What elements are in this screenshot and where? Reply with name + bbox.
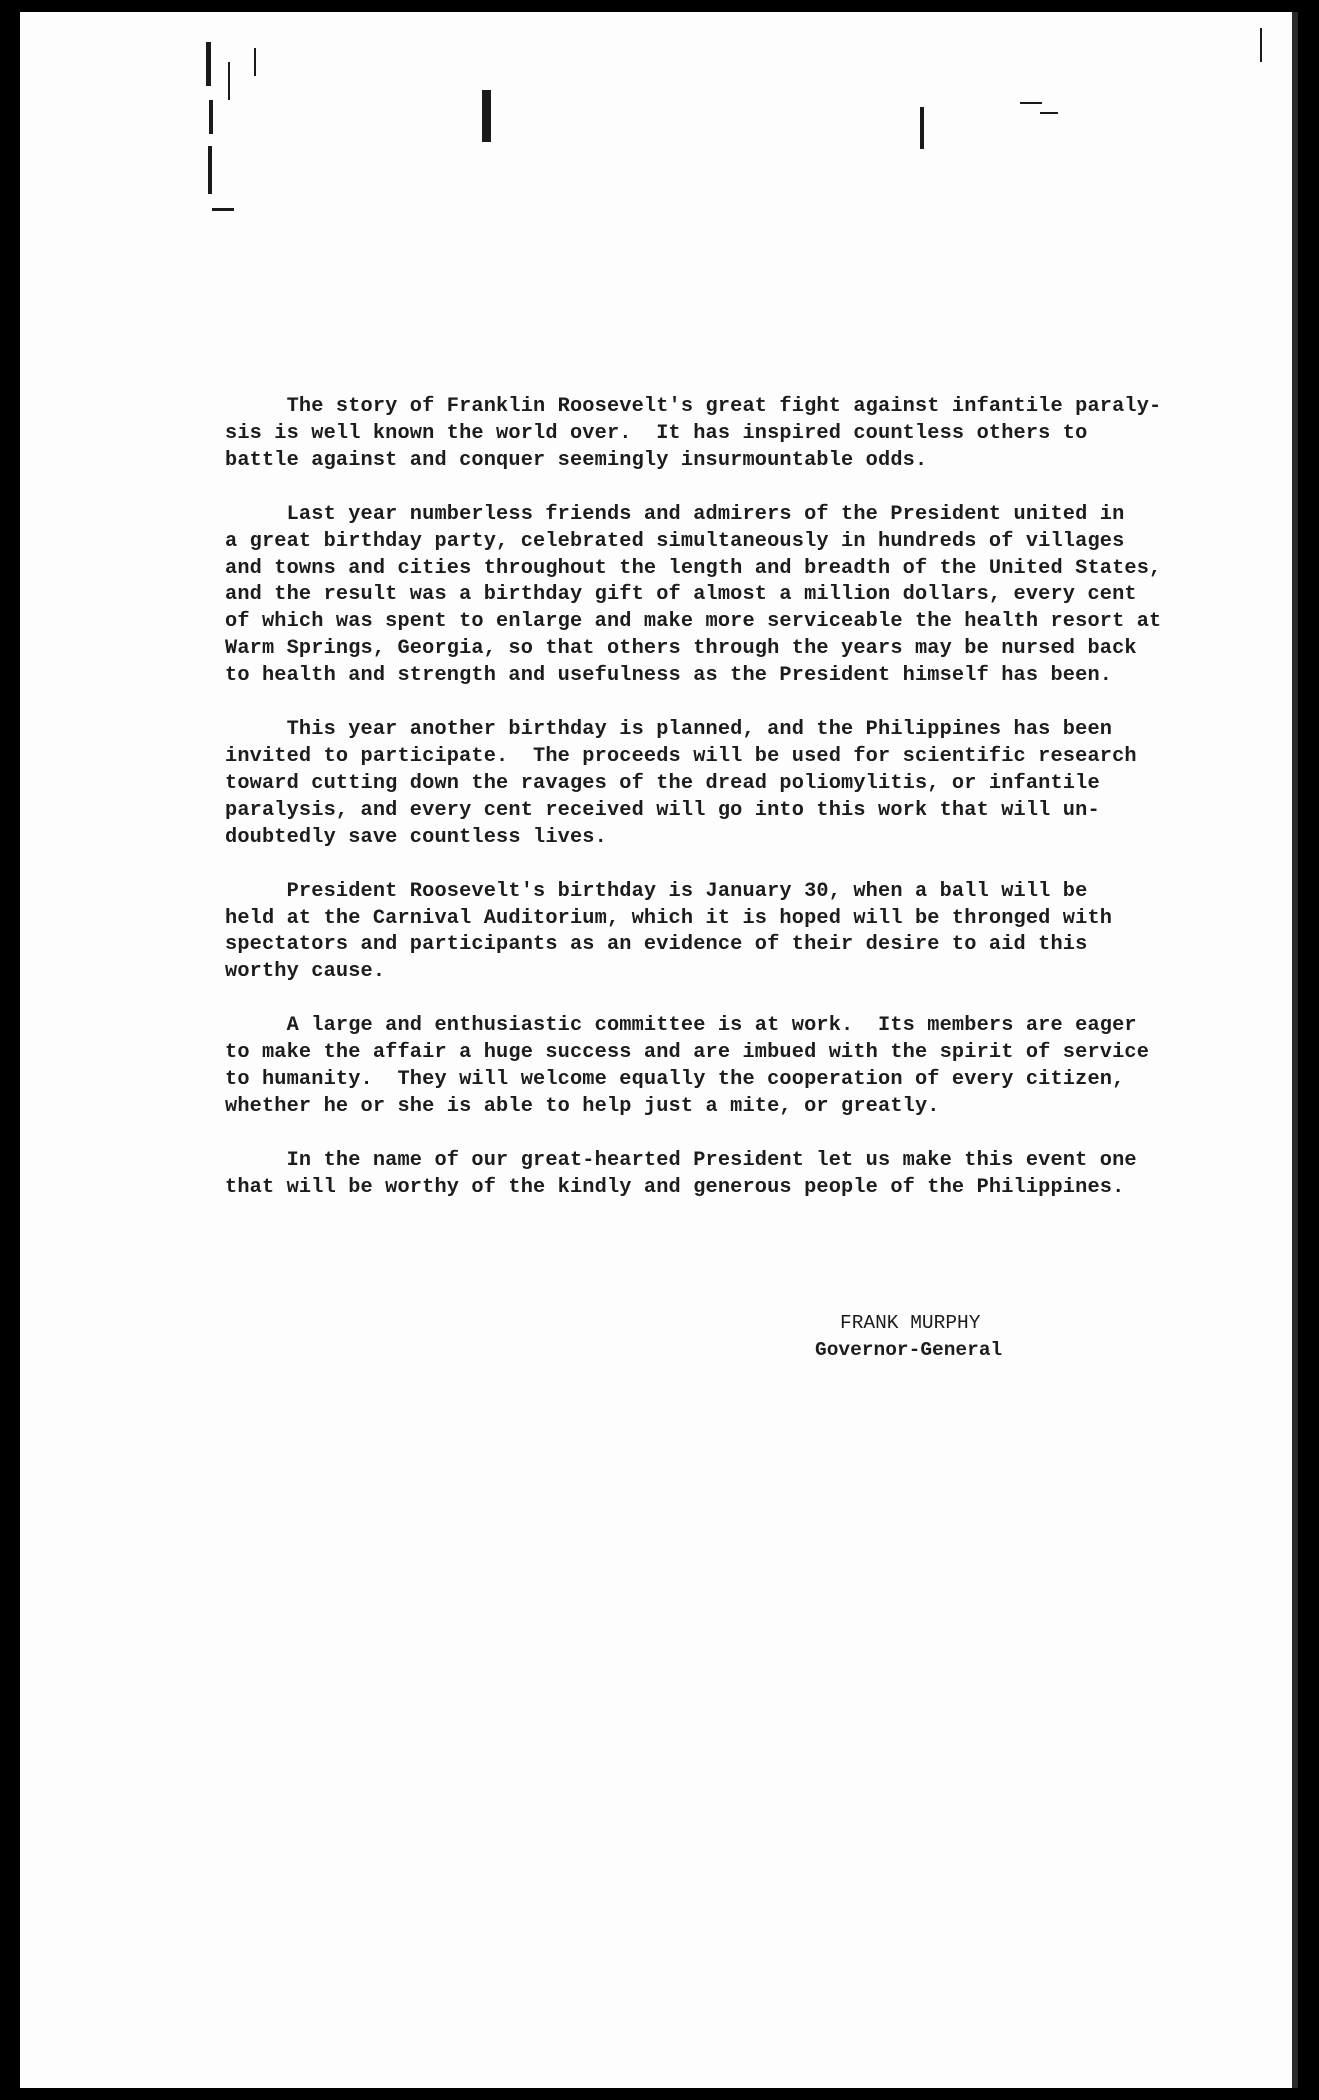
signature-block bbox=[815, 1310, 1002, 1364]
text-line: Warm Springs, Georgia, so that others through the years may be nursed back bbox=[225, 637, 1137, 661]
text-line: invited to participate. The proceeds will be used for scientific research bbox=[225, 744, 1137, 768]
text-line: Last year numberless friends and admirers of the President united in bbox=[225, 502, 1125, 526]
scan-mark bbox=[482, 90, 491, 142]
text-line: paralysis, and every cent received will go into this work that will un- bbox=[225, 798, 1100, 822]
document-page bbox=[20, 12, 1298, 2088]
text-line: President Roosevelt's birthday is January 30, when a ball will be bbox=[225, 879, 1088, 903]
text-line: that will be worthy of the kindly and generous people of the Philippines. bbox=[225, 1175, 1125, 1199]
text-line: a great birthday party, celebrated simultaneously in hundreds of villages bbox=[225, 529, 1125, 553]
paragraph bbox=[225, 394, 1255, 475]
scan-mark bbox=[254, 48, 256, 76]
text-line: and the result was a birthday gift of almost a million dollars, every cent bbox=[225, 583, 1137, 607]
scan-mark bbox=[920, 107, 924, 149]
text-line: battle against and conquer seemingly insurmountable odds. bbox=[225, 448, 928, 472]
text-line: worthy cause. bbox=[225, 960, 386, 984]
text-line: whether he or she is able to help just a mite, or greatly. bbox=[225, 1094, 940, 1118]
text-line: and towns and cities throughout the length and breadth of the United States, bbox=[225, 556, 1162, 580]
text-line: This year another birthday is planned, and the Philippines has been bbox=[225, 718, 1113, 742]
text-line: sis is well known the world over. It has inspired countless others to bbox=[225, 421, 1088, 445]
paragraph bbox=[225, 1013, 1255, 1121]
letter-body bbox=[225, 394, 1255, 1229]
scan-mark bbox=[212, 208, 234, 211]
text-line: to make the affair a huge success and are imbued with the spirit of service bbox=[225, 1041, 1150, 1065]
scan-mark bbox=[1020, 102, 1042, 104]
signatory-title: Governor-General bbox=[815, 1339, 1003, 1361]
scan-mark bbox=[206, 42, 211, 86]
paragraph bbox=[225, 502, 1255, 690]
text-line: The story of Franklin Roosevelt's great fight against infantile paraly- bbox=[225, 395, 1162, 418]
text-line: doubtedly save countless lives. bbox=[225, 825, 607, 849]
text-line: to health and strength and usefulness as the President himself has been. bbox=[225, 664, 1113, 688]
text-line: In the name of our great-hearted President let us make this event one bbox=[225, 1148, 1137, 1172]
paragraph bbox=[225, 879, 1255, 987]
scan-mark bbox=[1040, 112, 1058, 114]
text-line: held at the Carnival Auditorium, which it is hoped will be thronged with bbox=[225, 906, 1113, 930]
signatory-name: FRANK MURPHY bbox=[840, 1312, 981, 1334]
text-line: A large and enthusiastic committee is at work. Its members are eager bbox=[225, 1014, 1137, 1038]
scan-mark bbox=[209, 100, 213, 134]
scan-mark bbox=[208, 146, 212, 194]
scan-mark bbox=[1260, 28, 1262, 62]
text-line: of which was spent to enlarge and make more serviceable the health resort at bbox=[225, 610, 1162, 634]
scan-mark bbox=[228, 62, 230, 100]
paragraph bbox=[225, 1148, 1255, 1202]
paragraph bbox=[225, 717, 1255, 852]
text-line: spectators and participants as an evidence of their desire to aid this bbox=[225, 933, 1088, 957]
text-line: to humanity. They will welcome equally the cooperation of every citizen, bbox=[225, 1068, 1125, 1092]
text-line: toward cutting down the ravages of the dread poliomylitis, or infantile bbox=[225, 771, 1100, 795]
